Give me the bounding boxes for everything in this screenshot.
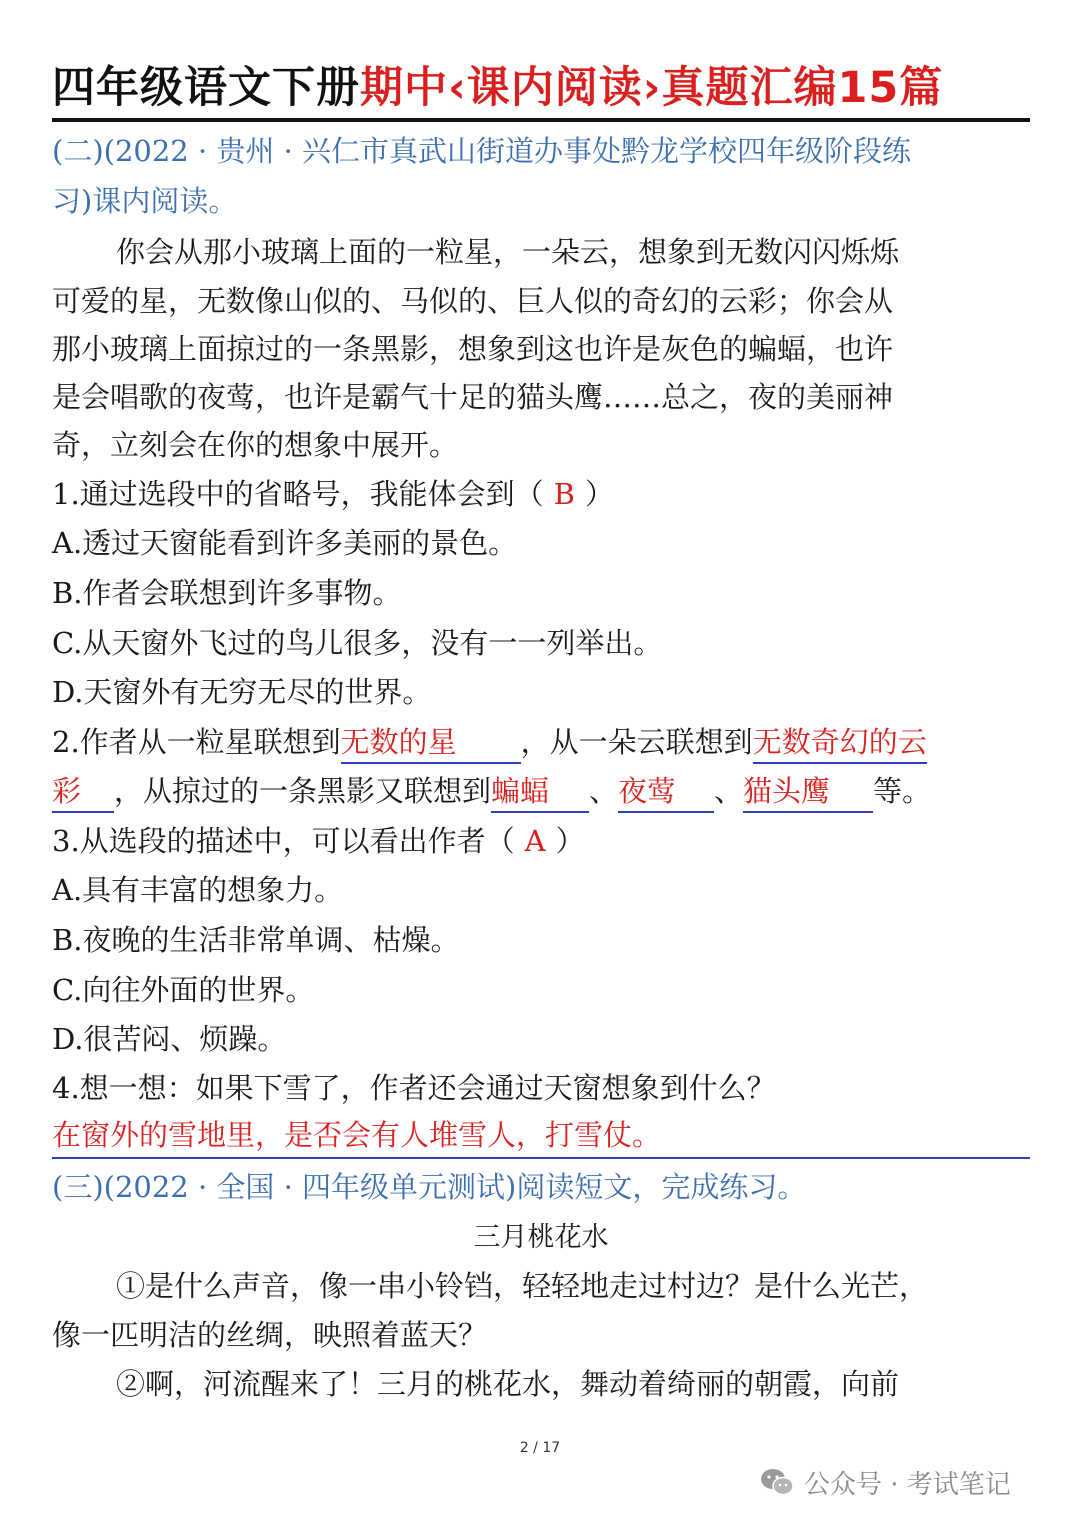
q3-option-b: B.夜晚的生活非常单调、枯燥。 [52, 923, 460, 957]
q1-stem-close: ） [584, 477, 614, 511]
q2-blank-2b: 彩 [52, 771, 114, 813]
q1-stem-text: 1.通过选段中的省略号，我能体会到（ [52, 477, 544, 511]
story-p2-line1: ②啊，河流醒来了！三月的桃花水，舞动着绮丽的朝霞，向前 [116, 1367, 900, 1401]
story-p1-line2: 像一匹明洁的丝绸，映照着蓝天？ [52, 1318, 488, 1352]
passage-line-1: 你会从那小玻璃上面的一粒星，一朵云，想象到无数闪闪烁烁 [116, 235, 900, 269]
q3-stem-close: ） [555, 824, 585, 858]
watermark [760, 1462, 1011, 1502]
q2-text-1: 2.作者从一粒星联想到 [52, 725, 341, 759]
passage-line-5: 奇，立刻会在你的想象中展开。 [52, 428, 459, 462]
watermark-text: 公众号 · 考试笔记 [804, 1469, 1011, 1500]
q2-text-3: ，从掠过的一条黑影又联想到 [114, 774, 492, 808]
page-number: 2 / 17 [519, 1440, 561, 1456]
q2-text-2: ，从一朵云联想到 [520, 725, 753, 759]
q2-text-4: 等。 [873, 774, 932, 808]
section2-source-line2: 习)课内阅读。 [52, 184, 238, 218]
question-2-line1 [52, 718, 1030, 767]
q2-sep-2: 、 [714, 774, 744, 808]
q2-blank-5: 猫头鹰 [743, 771, 873, 813]
q2-blank-1: 无数的星 [341, 722, 521, 764]
q2-sep-1: 、 [589, 774, 619, 808]
title-part-black: 四年级语文下册 [52, 63, 360, 113]
q3-stem-text: 3.从选段的描述中，可以看出作者（ [52, 824, 515, 858]
story-p1-line1: ①是什么声音，像一串小铃铛，轻轻地走过村边？是什么光芒， [116, 1269, 929, 1303]
title-underline [52, 118, 1030, 122]
q3-answer: A [524, 824, 546, 858]
q2-blank-3: 蝙蝠 [491, 771, 589, 813]
wechat-icon [760, 1467, 794, 1497]
q3-option-c: C.向往外面的世界。 [52, 973, 315, 1007]
page-title [52, 58, 1030, 118]
q2-blank-2a: 无数奇幻的云 [753, 722, 927, 764]
section3-source: (三)(2022 · 全国 · 四年级单元测试)阅读短文，完成练习。 [52, 1170, 807, 1204]
q1-option-a: A.透过天窗能看到许多美丽的景色。 [52, 526, 518, 560]
q2-blank-4: 夜莺 [618, 771, 714, 813]
q3-option-a: A.具有丰富的想象力。 [52, 873, 344, 907]
question-3-stem [52, 817, 1030, 866]
passage-line-2: 可爱的星，无数像山似的、马似的、巨人似的奇幻的云彩；你会从 [52, 284, 894, 318]
story-title: 三月桃花水 [473, 1222, 609, 1253]
q1-answer: B [553, 477, 575, 511]
section2-source-line1: (二)(2022 · 贵州 · 兴仁市真武山街道办事处黔龙学校四年级阶段练 [52, 134, 912, 168]
question-1-stem [52, 470, 1030, 519]
passage-line-3: 那小玻璃上面掠过的一条黑影，想象到这也许是灰色的蝙蝠，也许 [52, 332, 894, 366]
q3-option-d: D.很苦闷、烦躁。 [52, 1022, 287, 1056]
passage-line-4: 是会唱歌的夜莺，也许是霸气十足的猫头鹰……总之，夜的美丽神 [52, 380, 894, 414]
q4-answer-line: 在窗外的雪地里，是否会有人堆雪人，打雪仗。 [52, 1113, 1030, 1159]
q1-option-b: B.作者会联想到许多事物。 [52, 576, 402, 610]
q1-option-d: D.天窗外有无穷无尽的世界。 [52, 675, 432, 709]
q1-option-c: C.从天窗外飞过的鸟儿很多，没有一一列举出。 [52, 626, 663, 660]
question-2-line2 [52, 767, 1030, 816]
question-4-stem: 4.想一想：如果下雪了，作者还会通过天窗想象到什么？ [52, 1071, 776, 1105]
title-part-red: 期中‹课内阅读›真题汇编15篇 [360, 63, 944, 113]
